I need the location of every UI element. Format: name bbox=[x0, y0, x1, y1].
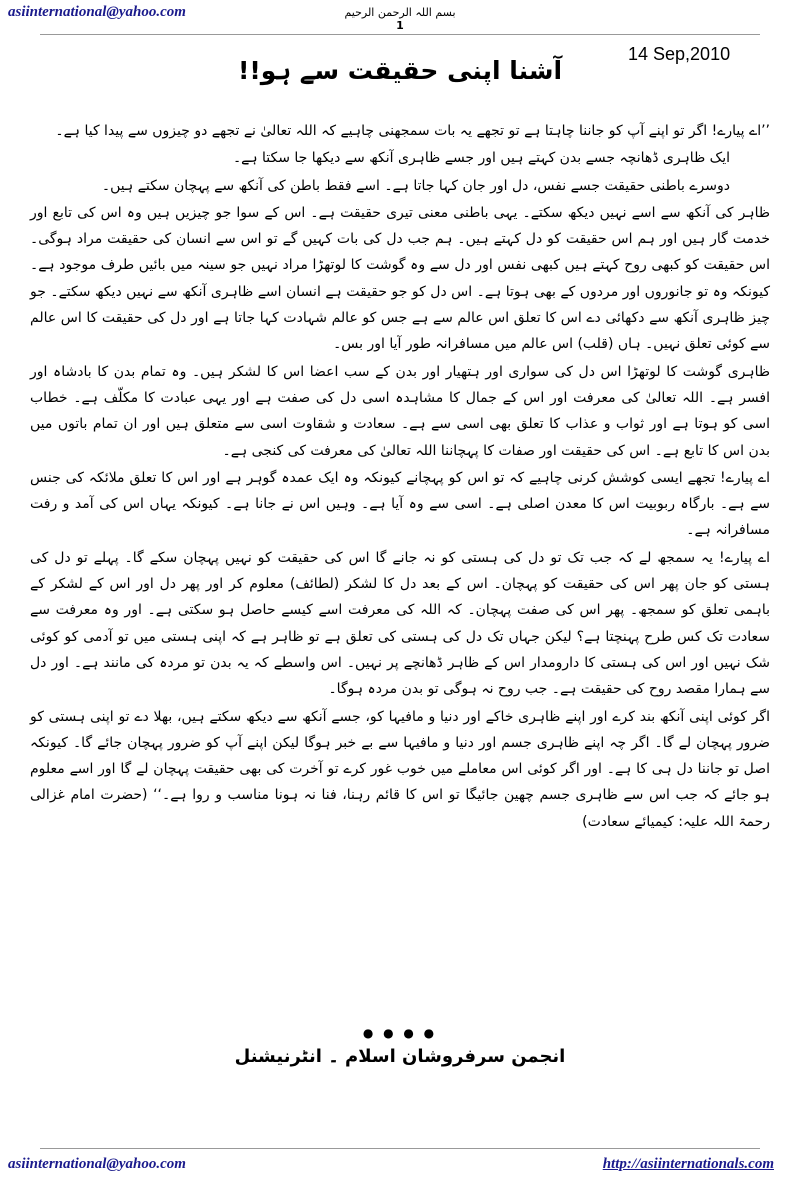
paragraph-1: ’’اے پیارے! اگر تو اپنے آپ کو جاننا چاہتا ہے تو تجھے یہ بات سمجھنی چاہیے کہ اللہ تعالیٰ نے تجھے دو چیزوں سے پیدا کیا ہے۔ bbox=[55, 123, 770, 139]
paragraph-7: اے پیارے! یہ سمجھ لے کہ جب تک تو دل کی ہستی کو نہ جانے گا اس کی حقیقت کو نہیں پہچان سکے گا۔ پہلے تو دل کی ہستی کو جان پھر اس کی حقیقت کو پہچان۔ اس کے بعد دل کا لشکر (لطائف) معلوم کر اور پھر دل اور اس کے لشکر کے باہمی تعلق کو سمجھ۔ پھر اس کی صفت پہچان۔ کہ اللہ کی معرفت اسے کیسے حاصل ہو سکتی ہے۔ اور وہ معرفت سے سعادت تک کس طرح پہنچتا ہے؟ لیکن جہاں تک دل کی ہستی کی تعلق ہے تو ظاہر ہے کہ اپنی ہستی میں تو آدمی کو کوئی شک نہیں اور اس کی ہستی کا دارومدار اس کے ظاہر ڈھانچے پر نہیں۔ اس واسطے کہ یہ بدن تو مردہ کی مانند ہے۔ اور دل سے ہمارا مقصد روح کی حقیقت ہے۔ جب روح نہ ہوگی تو بدن مردہ ہوگا۔ bbox=[30, 549, 770, 698]
footer-website-link[interactable]: http://asiinternationals.com bbox=[602, 1156, 774, 1172]
header-divider bbox=[40, 34, 760, 35]
page-number: 1 bbox=[396, 19, 404, 32]
paragraph-4: ظاہر کی آنکھ سے اسے نہیں دیکھ سکتے۔ یہی باطنی معنی تیری حقیقت ہے۔ اس کے سوا جو چیزیں ہیں وہ اس کی تابع اور خدمت گار ہیں اور ہم اس حقیقت کو دل کہتے ہیں۔ ہم جب دل کی بات کہیں گے تو اس سے انسان کی حقیقت مراد ہوگی۔ اس حقیقت کو کبھی روح کہتے ہیں کبھی نفس اور دل سے وہ گوشت کا لوتھڑا مراد نہیں جو سینہ میں بائیں طرف موجود ہے۔ کیونکہ وہ تو جانوروں اور مردوں کے بھی ہوتا ہے۔ اس دل کو جو حقیقت ہے انسان اسے ظاہری آنکھ سے نہیں دیکھ سکتے۔ جو چیز ظاہری آنکھ سے دکھائی دے اس کا تعلق اس عالم سے ہے جس کو عالم شہادت کہا جاتا ہے اور دل کی حقیقت کا اس عالم سے کوئی تعلق نہیں۔ ہاں (قلب) اس عالم میں مسافرانہ طور آیا اور بس۔ bbox=[30, 204, 770, 353]
footer-email: asiinternational@yahoo.com bbox=[8, 1156, 186, 1172]
article-date: 14 Sep,2010 bbox=[628, 44, 731, 64]
bismillah: بسم اللہ الرحمن الرحیم bbox=[344, 6, 456, 19]
article-body bbox=[30, 118, 770, 836]
paragraph-3: دوسرے باطنی حقیقت جسے نفس، دل اور جان کہا جاتا ہے۔ اسے فقط باطن کی آنکھ سے پہچان سکتے ہیں۔ bbox=[101, 177, 730, 194]
footer-divider bbox=[40, 1148, 760, 1149]
header-email: asiinternational@yahoo.com bbox=[8, 4, 186, 20]
paragraph-6: اے پیارے! تجھے ایسی کوشش کرنی چاہیے کہ تو اس کو پہچانے کیونکہ وہ ایک عمدہ گوہر ہے اور اس کا تعلق ملائکہ کی جنس سے ہے۔ بارگاہ ربوبیت اس کا معدن اصلی ہے۔ اسی سے وہ آیا ہے۔ وہیں اس نے جانا ہے۔ کیونکہ یہاں اس کی آمد و رفت مسافرانہ ہے۔ bbox=[30, 469, 770, 539]
separator-dots: ● ● ● ● bbox=[362, 1026, 438, 1040]
paragraph-5: ظاہری گوشت کا لوتھڑا اس دل کی سواری اور ہتھیار اور بدن کے سب اعضا اس کا لشکر ہیں۔ وہ تمام بدن کا بادشاہ اور افسر ہے۔ اللہ تعالیٰ کی معرفت اور اس کے جمال کا مشاہدہ اسی دل کی صفت ہے اور یہی عبادت کا مکلّف ہے۔ خطاب اسی کو ہوتا ہے اور ثواب و عذاب کا تعلق بھی اسی سے ہے۔ سعادت و شقاوت اسی سے متعلق ہیں اور ان تمام باتوں میں بدن اس کا تابع ہے۔ اس کی حقیقت اور صفات کا پہچاننا اللہ تعالیٰ کی معرفت کی کنجی ہے۔ bbox=[30, 363, 770, 459]
paragraph-8: اگر کوئی اپنی آنکھ بند کرے اور اپنے ظاہری خاکے اور دنیا و مافیہا کو، جسے آنکھ سے دیکھ سکتے ہیں، بھلا دے تو اپنی ہستی کو ضرور پہچان لے گا۔ اگر چہ اپنے ظاہری جسم اور دنیا و مافیہا سے بے خبر ہوگا لیکن اپنے آپ کو ضرور پہچان جائے گا۔ کیونکہ اصل تو جاننا دل ہی کا ہے۔ اور اگر کوئی اس معاملے میں خوب غور کرے تو آخرت کی بھی حقیقت پہچان لے گا اور اسے معلوم ہو جائے کہ جب اس سے ظاہری جسم چھین جائیگا تو اس کا قائم رہنا، فنا نہ ہونا مناسب و روا ہے۔‘‘ (حضرت امام غزالی رحمۃ اللہ علیہ: کیمیائے سعادت) bbox=[30, 708, 770, 830]
paragraph-2: ایک ظاہری ڈھانچہ جسے بدن کہتے ہیں اور جسے ظاہری آنکھ سے دیکھا جا سکتا ہے۔ bbox=[232, 150, 730, 167]
article-title: آشنا اپنی حقیقت سے ہو!! bbox=[237, 56, 563, 85]
organization-name: انجمن سرفروشان اسلام ۔ انٹرنیشنل bbox=[234, 1046, 566, 1067]
